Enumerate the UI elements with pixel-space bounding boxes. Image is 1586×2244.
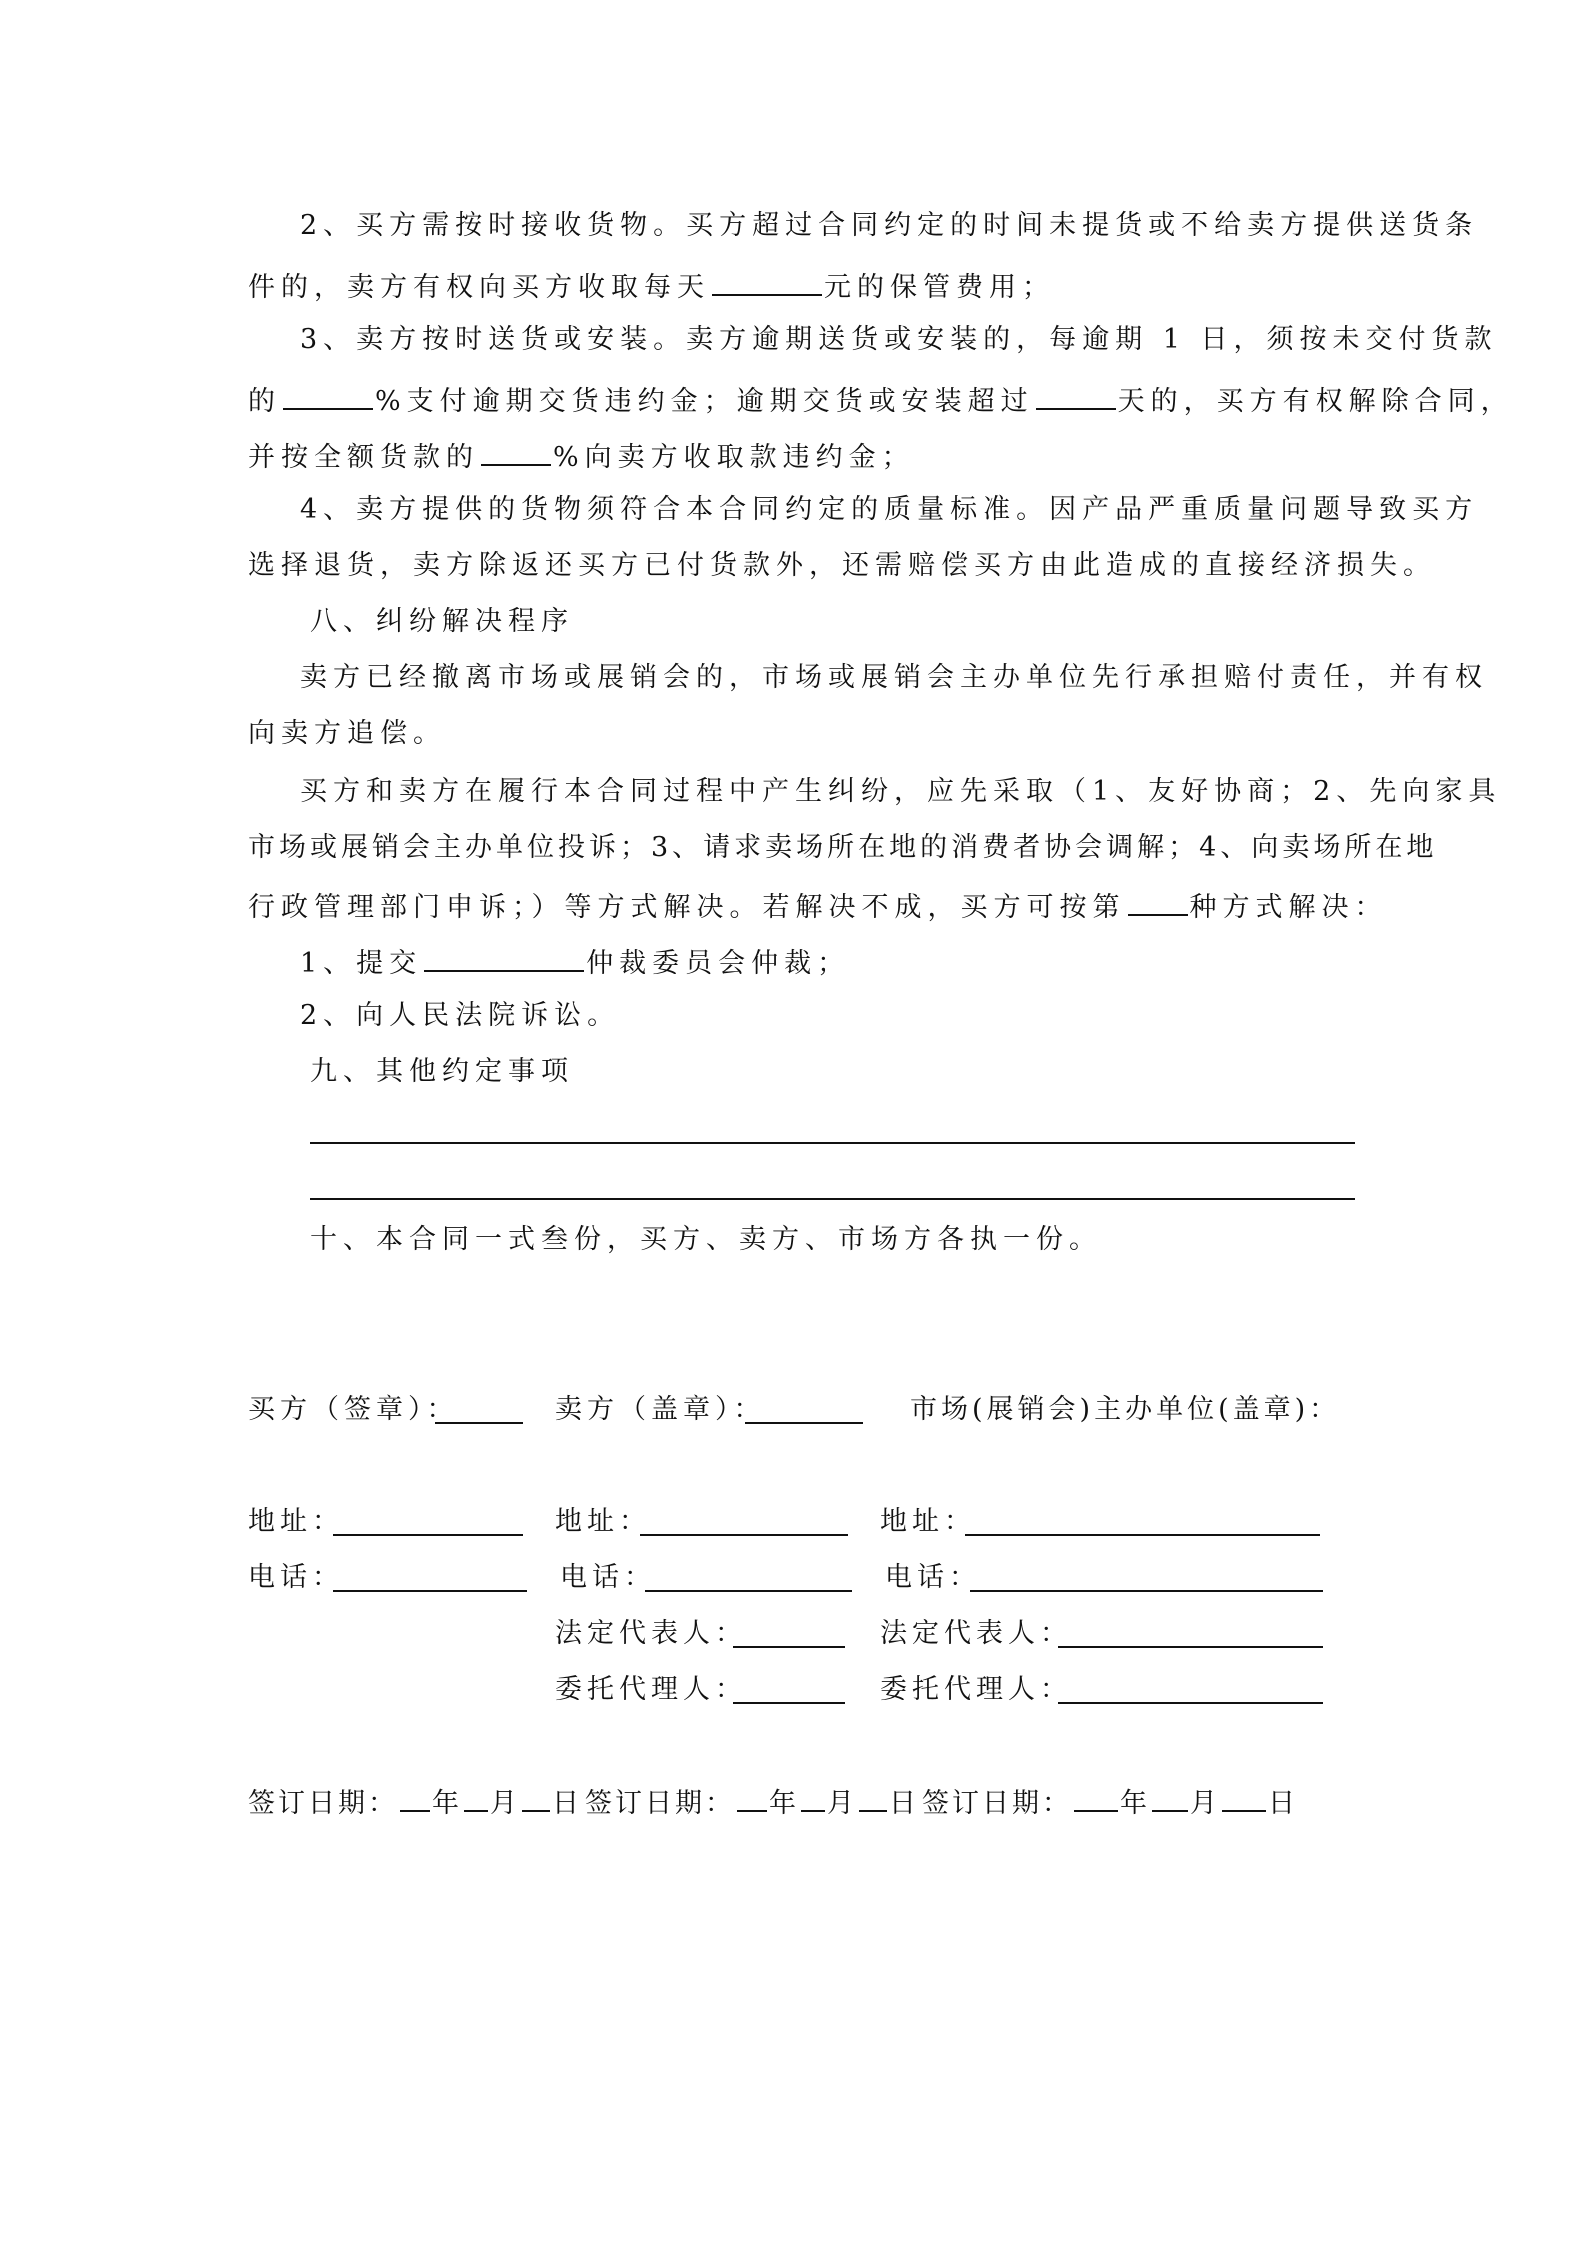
clause-3-line-1: 3、卖方按时送货或安装。卖方逾期送货或安装的，每逾期 1 日，须按未交付货款 — [300, 324, 1498, 355]
seller-sign-date: 签订日期： 年 月 日 — [585, 1788, 919, 1819]
seller-legal-rep-label: 法定代表人： — [555, 1618, 747, 1649]
seller-address-blank[interactable] — [640, 1534, 848, 1536]
market-month-blank[interactable] — [1152, 1786, 1188, 1812]
option-2-litigation: 2、向人民法院诉讼。 — [300, 1000, 621, 1031]
market-year-blank[interactable] — [1074, 1786, 1118, 1812]
storage-fee-blank[interactable] — [712, 270, 822, 296]
seller-legal-rep-blank[interactable] — [733, 1646, 845, 1648]
buyer-day-blank[interactable] — [522, 1786, 550, 1812]
market-phone-blank[interactable] — [970, 1590, 1323, 1592]
other-terms-line-2[interactable] — [310, 1198, 1355, 1200]
seller-phone-label: 电话： — [560, 1562, 656, 1593]
market-legal-rep-blank[interactable] — [1058, 1646, 1323, 1648]
clause-3-line-2: 的 %支付逾期交货违约金；逾期交货或安装超过 天的，买方有权解除合同， — [248, 386, 1514, 417]
buyer-address-blank[interactable] — [333, 1534, 523, 1536]
section-8-para-2-line-3: 行政管理部门申诉；）等方式解决。若解决不成，买方可按第 种方式解决： — [248, 892, 1388, 923]
buyer-phone-label: 电话： — [248, 1562, 344, 1593]
seller-seal-label: 卖方（盖章）： — [555, 1394, 766, 1425]
section-8-heading: 八、纠纷解决程序 — [310, 606, 574, 637]
max-delay-days-blank[interactable] — [1036, 384, 1116, 410]
section-8-para-1-line-1: 卖方已经撤离市场或展销会的，市场或展销会主办单位先行承担赔付责任，并有权 — [300, 662, 1488, 693]
market-address-blank[interactable] — [965, 1534, 1320, 1536]
buyer-sign-date: 签订日期： 年 月 日 — [248, 1788, 582, 1819]
arbitration-committee-blank[interactable] — [424, 946, 584, 972]
buyer-month-blank[interactable] — [464, 1786, 488, 1812]
section-10-copies: 十、本合同一式叁份，买方、卖方、市场方各执一份。 — [310, 1224, 1102, 1255]
seller-phone-blank[interactable] — [645, 1590, 852, 1592]
buyer-phone-blank[interactable] — [333, 1590, 527, 1592]
section-8-para-2-line-1: 买方和卖方在履行本合同过程中产生纠纷，应先采取（1、友好协商；2、先向家具 — [300, 776, 1502, 807]
market-sign-date: 签订日期： 年 月 日 — [922, 1788, 1298, 1819]
section-8-para-1-line-2: 向卖方追偿。 — [248, 718, 446, 749]
late-delivery-rate-blank[interactable] — [283, 384, 373, 410]
buyer-address-label: 地址： — [248, 1506, 344, 1537]
other-terms-line-1[interactable] — [310, 1142, 1355, 1144]
seller-year-blank[interactable] — [737, 1786, 767, 1812]
clause-2-line-1: 2、买方需按时接收货物。买方超过合同约定的时间未提货或不给卖方提供送货条 — [300, 210, 1479, 241]
section-9-heading: 九、其他约定事项 — [310, 1056, 574, 1087]
seller-address-label: 地址： — [555, 1506, 651, 1537]
buyer-signature-label: 买方（签章）： — [248, 1394, 459, 1425]
market-address-label: 地址： — [880, 1506, 976, 1537]
market-legal-rep-label: 法定代表人： — [880, 1618, 1072, 1649]
market-phone-label: 电话： — [885, 1562, 981, 1593]
resolution-method-blank[interactable] — [1128, 890, 1188, 916]
market-seal-label: 市场(展销会)主办单位(盖章)： — [910, 1394, 1341, 1425]
clause-2-line-2: 件的，卖方有权向买方收取每天 元的保管费用； — [248, 272, 1055, 303]
seller-day-blank[interactable] — [859, 1786, 887, 1812]
seller-agent-label: 委托代理人： — [555, 1674, 747, 1705]
market-day-blank[interactable] — [1222, 1786, 1266, 1812]
market-agent-label: 委托代理人： — [880, 1674, 1072, 1705]
buyer-signature-blank[interactable] — [435, 1422, 523, 1424]
clause-4-line-1: 4、卖方提供的货物须符合本合同约定的质量标准。因产品严重质量问题导致买方 — [300, 494, 1479, 525]
seller-seal-blank[interactable] — [745, 1422, 863, 1424]
clause-3-line-3: 并按全额货款的 %向卖方收取款违约金； — [248, 442, 915, 473]
seller-agent-blank[interactable] — [733, 1702, 845, 1704]
penalty-rate-blank[interactable] — [481, 440, 551, 466]
market-agent-blank[interactable] — [1058, 1702, 1323, 1704]
clause-4-line-2: 选择退货，卖方除返还买方已付货款外，还需赔偿买方由此造成的直接经济损失。 — [248, 550, 1436, 581]
buyer-year-blank[interactable] — [400, 1786, 430, 1812]
section-8-para-2-line-2: 市场或展销会主办单位投诉；3、请求卖场所在地的消费者协会调解；4、向卖场所在地 — [248, 832, 1438, 863]
seller-month-blank[interactable] — [801, 1786, 825, 1812]
option-1-arbitration: 1、提交 仲裁委员会仲裁； — [300, 948, 851, 979]
